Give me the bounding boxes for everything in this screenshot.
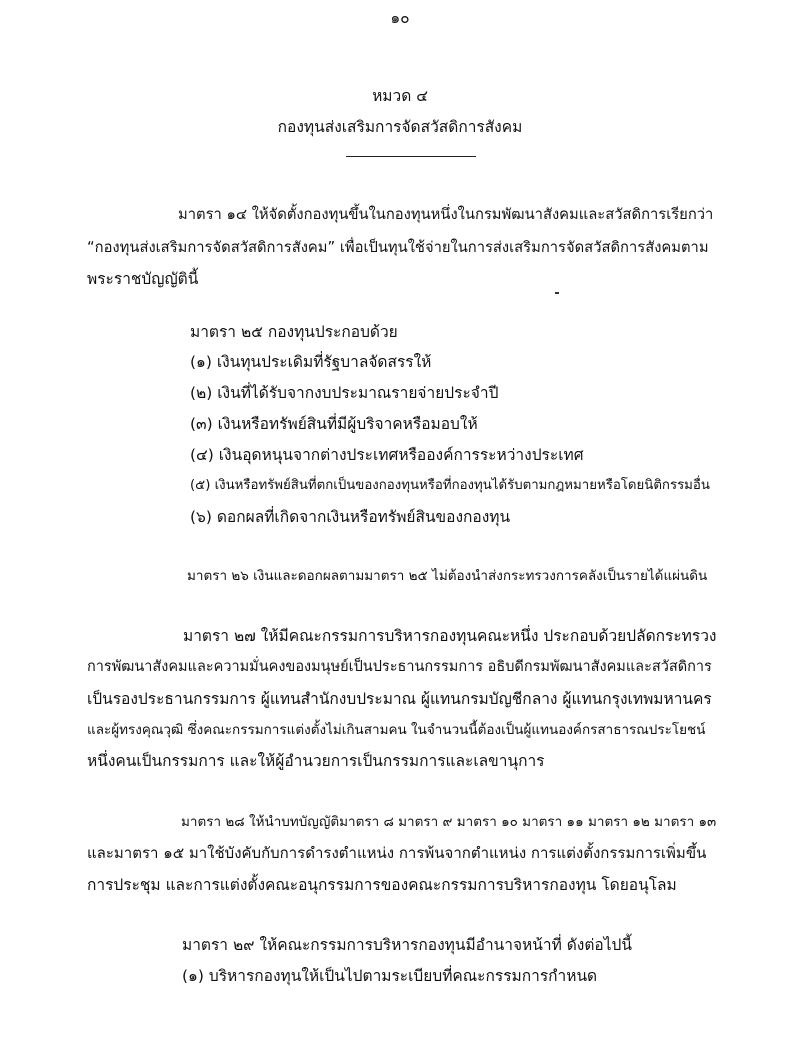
sec25-item-1: (๑) เงินทุนประเดิมที่รัฐบาลจัดสรรให้ — [190, 353, 432, 371]
sec25-item-5: (๕) เงินหรือทรัพย์สินที่ตกเป็นของกองทุนหรือที่กองทุนได้รับตามกฎหมายหรือโดยนิติกรรมอื่น — [190, 478, 710, 493]
chapter-divider — [346, 156, 476, 157]
scan-speck — [555, 292, 559, 294]
sec25-item-3: (๓) เงินหรือทรัพย์สินที่มีผู้บริจาคหรือมอบให้ — [190, 415, 478, 433]
sec27-line-1: มาตรา ๒๗ ให้มีคณะกรรมการบริหารกองทุนคณะหนึ่ง ประกอบด้วยปลัดกระทรวง — [183, 627, 717, 645]
sec28-line-2: และมาตรา ๑๕ มาใช้บังคับกับการดำรงตำแหน่ง การพ้นจากตำแหน่ง การแต่งตั้งกรรมการเพิ่มขึ้น — [87, 844, 707, 862]
sec27-line-3: เป็นรองประธานกรรมการ ผู้แทนสำนักงบประมาณ ผู้แทนกรมบัญชีกลาง ผู้แทนกรุงเทพมหานคร — [87, 690, 712, 708]
sec24-line-3: พระราชบัญญัตินี้ — [87, 270, 199, 288]
chapter-heading: หมวด ๔ — [372, 87, 428, 105]
sec29-item-1: (๑) บริหารกองทุนให้เป็นไปตามระเบียบที่คณะกรรมการกำหนด — [182, 967, 598, 985]
sec28-line-3: การประชุม และการแต่งตั้งคณะอนุกรรมการของคณะกรรมการบริหารกองทุน โดยอนุโลม — [87, 876, 677, 894]
page-number: ๑๐ — [390, 9, 410, 27]
sec27-line-5: หนึ่งคนเป็นกรรมการ และให้ผู้อำนวยการเป็นกรรมการและเลขานุการ — [87, 752, 545, 770]
sec25-item-6: (๖) ดอกผลที่เกิดจากเงินหรือทรัพย์สินของกองทุน — [190, 508, 511, 526]
chapter-title: กองทุนส่งเสริมการจัดสวัสดิการสังคม — [277, 118, 523, 136]
sec25-heading: มาตรา ๒๕ กองทุนประกอบด้วย — [190, 323, 398, 341]
sec27-line-4: และผู้ทรงคุณวุฒิ ซึ่งคณะกรรมการแต่งตั้งไม่เกินสามคน ในจำนวนนี้ต้องเป็นผู้แทนองค์กรสาธารณประโยชน์ — [87, 722, 706, 738]
sec27-line-2: การพัฒนาสังคมและความมั่นคงของมนุษย์เป็นประธานกรรมการ อธิบดีกรมพัฒนาสังคมและสวัสดิการ — [87, 659, 712, 675]
sec24-line-2: “กองทุนส่งเสริมการจัดสวัสดิการสังคม” เพื่อเป็นทุนใช้จ่ายในการส่งเสริมการจัดสวัสดิการสังคมตาม — [87, 239, 709, 256]
sec26-line: มาตรา ๒๖ เงินและดอกผลตามมาตรา ๒๕ ไม่ต้องนำส่งกระทรวงการคลังเป็นรายได้แผ่นดิน — [187, 568, 708, 584]
sec25-item-2: (๒) เงินที่ได้รับจากงบประมาณรายจ่ายประจำปี — [190, 384, 499, 402]
sec28-line-1: มาตรา ๒๘ ให้นำบทบัญญัติมาตรา ๘ มาตรา ๙ มาตรา ๑๐ มาตรา ๑๑ มาตรา ๑๒ มาตรา ๑๓ — [181, 814, 717, 830]
sec29-heading: มาตรา ๒๙ ให้คณะกรรมการบริหารกองทุนมีอำนาจหน้าที่ ดังต่อไปนี้ — [182, 936, 632, 954]
sec24-line-1: มาตรา ๑๔ ให้จัดตั้งกองทุนขึ้นในกองทุนหนึ่งในกรมพัฒนาสังคมและสวัสดิการเรียกว่า — [178, 206, 714, 223]
sec25-item-4: (๔) เงินอุดหนุนจากต่างประเทศหรือองค์การระหว่างประเทศ — [190, 446, 584, 464]
